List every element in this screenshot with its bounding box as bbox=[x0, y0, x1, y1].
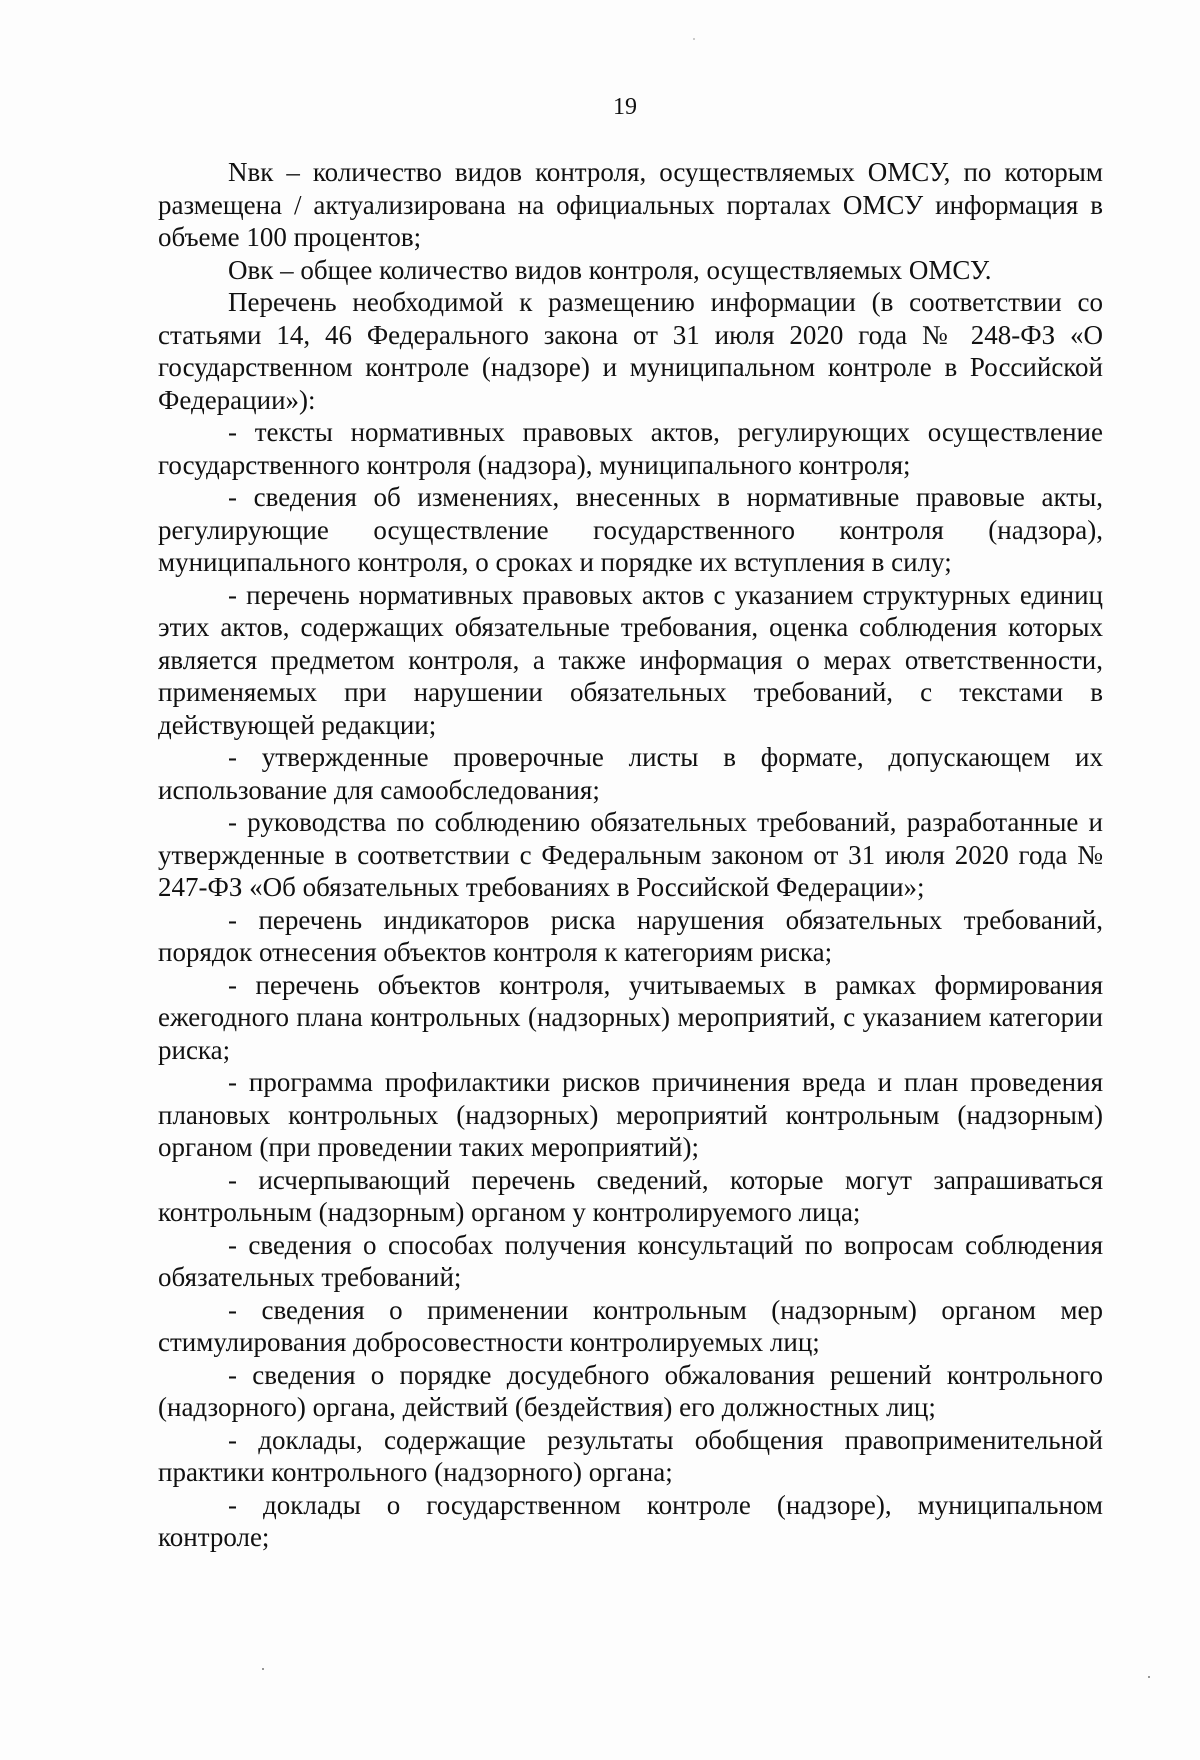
paragraph: Перечень необходимой к размещению информации (в соответствии со статьями 14, 46 Федерального закона от 31 июля 2020 года № 248-ФЗ «О государственном контроле (надзоре) и муниципальном контроле в Российской Федерации»): bbox=[158, 287, 1103, 415]
list-item: - перечень индикаторов риска нарушения обязательных требований, порядок отнесения объектов контроля к категориям риска; bbox=[158, 904, 1103, 967]
list-item: - перечень нормативных правовых актов с указанием структурных единиц этих актов, содержащих обязательные требования, оценка соблюдения которых является предметом контроля, а также информация о мерах ответственности, применяемых при нарушении обязательных требований, с текстами в действующей редакции; bbox=[158, 579, 1103, 740]
scan-speck bbox=[693, 38, 695, 40]
list-item: - исчерпывающий перечень сведений, которые могут запрашиваться контрольным (надзорным) органом у контролируемого лица; bbox=[158, 1164, 1103, 1227]
document-body bbox=[158, 156, 1103, 1554]
list-item: - сведения об изменениях, внесенных в нормативные правовые акты, регулирующие осуществление государственного контроля (надзора), муниципального контроля, о сроках и порядке их вступления в силу; bbox=[158, 482, 1103, 577]
scan-speck bbox=[1148, 1676, 1150, 1678]
list-item: - сведения о применении контрольным (надзорным) органом мер стимулирования добросовестности контролируемых лиц; bbox=[158, 1294, 1103, 1357]
list-item: - сведения о способах получения консультаций по вопросам соблюдения обязательных требований; bbox=[158, 1229, 1103, 1292]
paragraph: Овк – общее количество видов контроля, осуществляемых ОМСУ. bbox=[228, 254, 992, 285]
list-item: - утвержденные проверочные листы в формате, допускающем их использование для самообследования; bbox=[158, 742, 1103, 805]
list-item: - доклады о государственном контроле (надзоре), муниципальном контроле; bbox=[158, 1489, 1103, 1552]
paragraph: Nвк – количество видов контроля, осуществляемых ОМСУ, по которым размещена / актуализирована на официальных порталах ОМСУ информация в объеме 100 процентов; bbox=[158, 157, 1103, 252]
list-item: - программа профилактики рисков причинения вреда и план проведения плановых контрольных (надзорных) мероприятий контрольным (надзорным) органом (при проведении таких мероприятий); bbox=[158, 1067, 1103, 1162]
scan-speck bbox=[262, 1668, 264, 1670]
page-number: 19 bbox=[613, 94, 637, 120]
list-item: - тексты нормативных правовых актов, регулирующих осуществление государственного контроля (надзора), муниципального контроля; bbox=[158, 417, 1103, 480]
list-item: - доклады, содержащие результаты обобщения правоприменительной практики контрольного (надзорного) органа; bbox=[158, 1424, 1103, 1487]
list-item: - сведения о порядке досудебного обжалования решений контрольного (надзорного) органа, действий (бездействия) его должностных лиц; bbox=[158, 1359, 1103, 1422]
list-item: - перечень объектов контроля, учитываемых в рамках формирования ежегодного плана контрольных (надзорных) мероприятий, с указанием категории риска; bbox=[158, 969, 1103, 1065]
list-item: - руководства по соблюдению обязательных требований, разработанные и утвержденные в соответствии с Федеральным законом от 31 июля 2020 года № 247-ФЗ «Об обязательных требованиях в Российской Федерации»; bbox=[158, 807, 1103, 902]
